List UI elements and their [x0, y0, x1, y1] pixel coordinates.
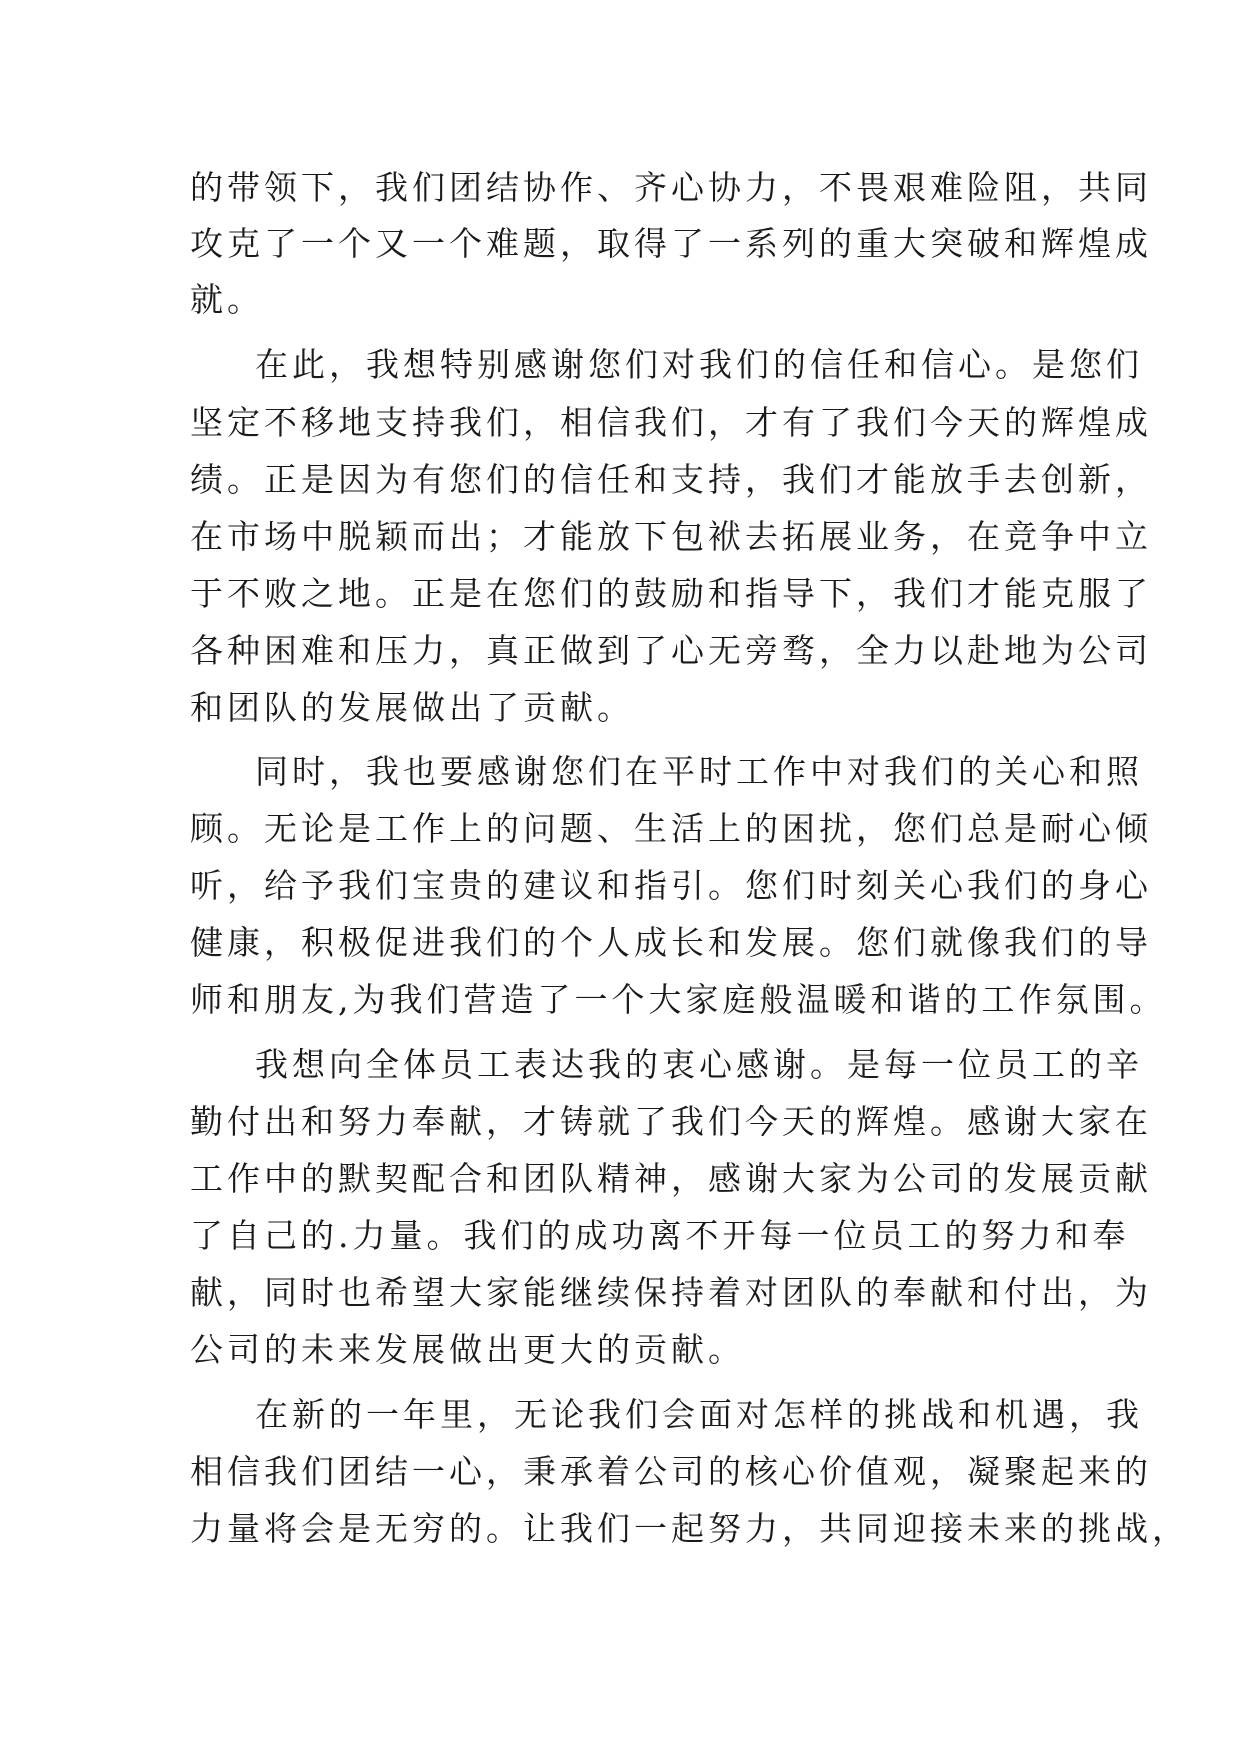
text-line: 在市场中脱颖而出；才能放下包袱去拓展业务，在竞争中立: [190, 517, 1152, 556]
text-line: 相信我们团结一心，秉承着公司的核心价值观，凝聚起来的: [190, 1452, 1152, 1491]
text-line: 绩。正是因为有您们的信任和支持，我们才能放手去创新，: [190, 460, 1152, 499]
text-line: 和团队的发展做出了贡献。: [190, 688, 634, 727]
text-line: 的带领下，我们团结协作、齐心协力，不畏艰难险阻，共同: [190, 168, 1152, 207]
text-line: 我想向全体员工表达我的衷心感谢。是每一位员工的辛: [255, 1045, 1143, 1084]
text-line: 顾。无论是工作上的问题、生活上的困扰，您们总是耐心倾: [190, 809, 1152, 848]
text-line: 公司的未来发展做出更大的贡献。: [190, 1330, 745, 1369]
text-line: 献，同时也希望大家能继续保持着对团队的奉献和付出，为: [190, 1273, 1152, 1312]
text-line: 同时，我也要感谢您们在平时工作中对我们的关心和照: [255, 752, 1143, 791]
text-line: 听，给予我们宝贵的建议和指引。您们时刻关心我们的身心: [190, 866, 1152, 905]
text-line: 攻克了一个又一个难题，取得了一系列的重大突破和辉煌成: [190, 224, 1152, 263]
text-line: 勤付出和努力奉献，才铸就了我们今天的辉煌。感谢大家在: [190, 1102, 1152, 1141]
text-line: 就。: [190, 280, 264, 319]
text-line: 在此，我想特别感谢您们对我们的信任和信心。是您们: [255, 345, 1143, 384]
text-line: 工作中的默契配合和团队精神，感谢大家为公司的发展贡献: [190, 1159, 1152, 1198]
text-line: 健康，积极促进我们的个人成长和发展。您们就像我们的导: [190, 923, 1152, 962]
text-line: 了自己的.力量。我们的成功离不开每一位员工的努力和奉: [190, 1216, 1130, 1255]
text-line: 师和朋友,为我们营造了一个大家庭般温暖和谐的工作氛围。: [190, 980, 1167, 1019]
text-line: 在新的一年里，无论我们会面对怎样的挑战和机遇，我: [255, 1395, 1143, 1434]
text-line: 坚定不移地支持我们，相信我们，才有了我们今天的辉煌成: [190, 403, 1152, 442]
text-line: 力量将会是无穷的。让我们一起努力，共同迎接未来的挑战，: [190, 1509, 1189, 1548]
text-line: 各种困难和压力，真正做到了心无旁骛，全力以赴地为公司: [190, 631, 1152, 670]
text-line: 于不败之地。正是在您们的鼓励和指导下，我们才能克服了: [190, 574, 1152, 613]
